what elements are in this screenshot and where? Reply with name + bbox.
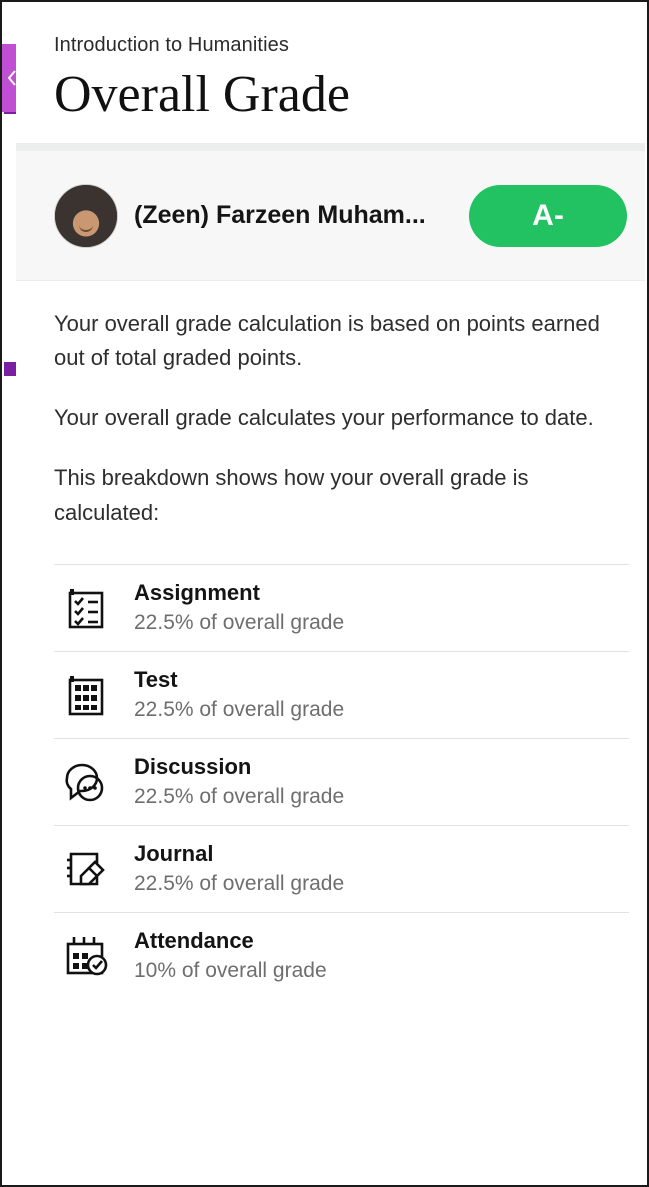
- description-paragraph-2: Your overall grade calculates your performance to date.: [54, 405, 594, 431]
- description-block: [16, 281, 645, 529]
- attendance-calendar-check-icon: [54, 927, 118, 985]
- list-item-title: Assignment: [134, 580, 260, 606]
- list-item-title: Attendance: [134, 928, 254, 954]
- list-item-text: [134, 580, 344, 635]
- list-item[interactable]: [54, 826, 629, 913]
- list-item-weight: 22.5% of overall grade: [134, 784, 345, 808]
- list-item[interactable]: [54, 564, 629, 652]
- description-paragraph-1: Your overall grade calculation is based on points earned out of total graded points.: [54, 311, 600, 371]
- list-item[interactable]: [54, 739, 629, 826]
- list-item-title: Discussion: [134, 754, 252, 780]
- list-item[interactable]: [54, 913, 629, 999]
- left-rail: [4, 4, 16, 1183]
- page-title: Overall Grade: [54, 66, 350, 123]
- discussion-bubble-icon: [54, 753, 118, 811]
- breadcrumb[interactable]: Introduction to Humanities: [54, 34, 289, 56]
- assignment-checklist-icon: [54, 579, 118, 637]
- description-paragraph-3: This breakdown shows how your overall grade is calculated:: [54, 465, 529, 525]
- journal-pencil-icon: [54, 840, 118, 898]
- list-item[interactable]: [54, 652, 629, 739]
- list-item-title: Journal: [134, 841, 214, 867]
- list-item-weight: 22.5% of overall grade: [134, 610, 345, 634]
- avatar-headscarf: [55, 185, 117, 247]
- list-item-text: [134, 841, 344, 896]
- list-item-weight: 10% of overall grade: [134, 958, 327, 982]
- student-summary-bar: [16, 151, 645, 281]
- test-grid-icon: [54, 666, 118, 724]
- student-name: (Zeen) Farzeen Muham...: [134, 201, 426, 230]
- overall-grade-badge: A-: [469, 185, 627, 247]
- header-divider: [16, 143, 645, 151]
- page-content: [16, 4, 645, 1183]
- rail-segment-mid: [4, 362, 16, 376]
- list-item-text: [134, 754, 344, 809]
- grade-breakdown-list: [16, 556, 645, 999]
- list-item-weight: 22.5% of overall grade: [134, 697, 345, 721]
- list-item-weight: 22.5% of overall grade: [134, 871, 345, 895]
- avatar: [54, 184, 118, 248]
- list-item-text: [134, 667, 344, 722]
- page-header: [16, 4, 645, 143]
- list-item-title: Test: [134, 667, 178, 693]
- list-item-text: [134, 928, 327, 983]
